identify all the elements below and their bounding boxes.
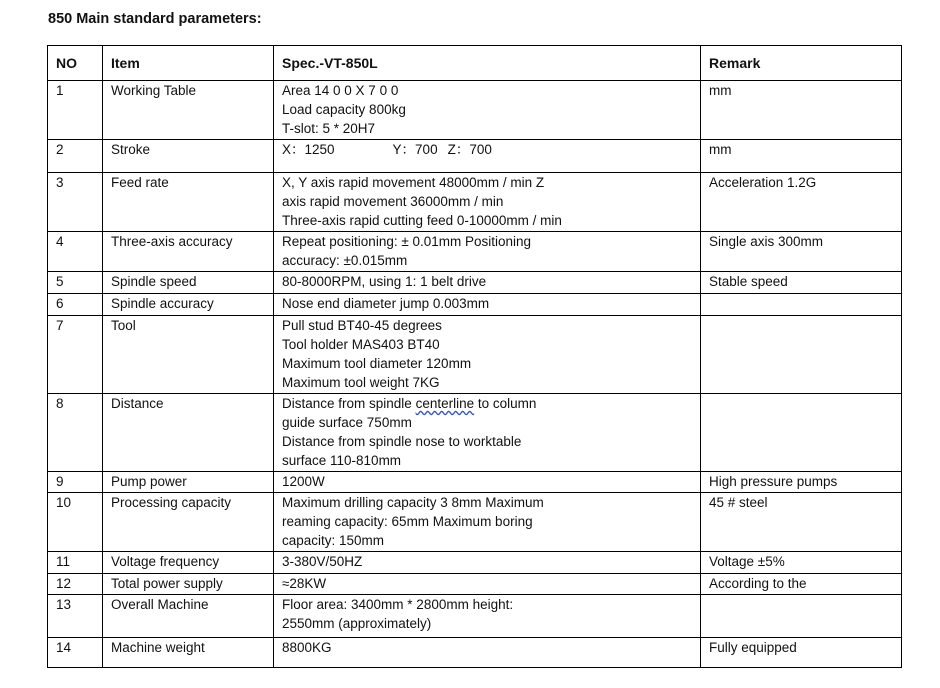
row-spec [274, 552, 701, 574]
spec-text: to column [474, 396, 537, 411]
spec-line: 80-8000RPM, using 1: 1 belt drive [282, 274, 487, 289]
row-remark: mm [701, 81, 902, 140]
table-row [48, 394, 902, 472]
row-no: 7 [48, 316, 103, 394]
row-no: 11 [48, 552, 103, 574]
row-spec [274, 638, 701, 668]
row-item: Feed rate [103, 173, 274, 232]
row-item: Overall Machine [103, 595, 274, 638]
spec-line [282, 394, 700, 413]
row-no: 5 [48, 272, 103, 294]
spec-line: Nose end diameter jump 0.003mm [282, 296, 490, 311]
table-header-row [48, 46, 902, 81]
table-row [48, 595, 902, 638]
spec-line: axis rapid movement 36000mm / min [282, 194, 504, 209]
header-item: Item [103, 46, 274, 81]
stroke-y: Y：700 [392, 142, 438, 157]
row-item: Distance [103, 394, 274, 472]
row-no: 8 [48, 394, 103, 472]
row-remark: Voltage ±5% [701, 552, 902, 574]
row-remark [701, 316, 902, 394]
row-item: Stroke [103, 140, 274, 173]
spec-line: Tool holder MAS403 BT40 [282, 337, 440, 352]
table-row [48, 552, 902, 574]
row-spec [274, 493, 701, 552]
row-remark: Stable speed [701, 272, 902, 294]
row-spec [274, 574, 701, 595]
spec-line [282, 140, 700, 159]
row-remark [701, 394, 902, 472]
table-row [48, 140, 902, 173]
row-remark: Single axis 300mm [701, 232, 902, 272]
row-spec [274, 232, 701, 272]
table-row [48, 81, 902, 140]
spec-line: Pull stud BT40-45 degrees [282, 318, 442, 333]
row-spec [274, 595, 701, 638]
document-title: 850 Main standard parameters: [48, 11, 262, 27]
table-row [48, 173, 902, 232]
table-row [48, 493, 902, 552]
spec-line: Area 14 0 0 X 7 0 0 [282, 83, 399, 98]
row-item: Processing capacity [103, 493, 274, 552]
parameters-table [47, 45, 902, 668]
row-no: 2 [48, 140, 103, 173]
spec-line: Three-axis rapid cutting feed 0-10000mm / min [282, 213, 562, 228]
row-remark: Fully equipped [701, 638, 902, 668]
spec-line: X, Y axis rapid movement 48000mm / min Z [282, 175, 545, 190]
spec-line: surface 110-810mm [282, 453, 402, 468]
row-item: Total power supply [103, 574, 274, 595]
row-spec [274, 272, 701, 294]
spec-line: Repeat positioning: ± 0.01mm Positioning [282, 234, 532, 249]
row-item: Pump power [103, 472, 274, 493]
spec-line: accuracy: ±0.015mm [282, 253, 408, 268]
row-no: 9 [48, 472, 103, 493]
row-no: 10 [48, 493, 103, 552]
row-remark: 45 # steel [701, 493, 902, 552]
row-remark: mm [701, 140, 902, 173]
spec-line: Maximum tool weight 7KG [282, 375, 440, 390]
row-no: 6 [48, 294, 103, 316]
row-no: 1 [48, 81, 103, 140]
spec-line: guide surface 750mm [282, 415, 412, 430]
row-spec [274, 81, 701, 140]
row-item: Machine weight [103, 638, 274, 668]
row-no: 13 [48, 595, 103, 638]
row-remark [701, 294, 902, 316]
table-row [48, 472, 902, 493]
spec-line: capacity: 150mm [282, 533, 385, 548]
row-item: Voltage frequency [103, 552, 274, 574]
row-item: Tool [103, 316, 274, 394]
row-spec [274, 394, 701, 472]
spec-line: Distance from spindle nose to worktable [282, 434, 522, 449]
spec-line: ≈28KW [282, 576, 327, 591]
spec-line: Floor area: 3400mm * 2800mm height: [282, 597, 514, 612]
header-remark: Remark [701, 46, 902, 81]
spec-line: reaming capacity: 65mm Maximum boring [282, 514, 533, 529]
row-spec [274, 472, 701, 493]
spec-line: T-slot: 5 * 20H7 [282, 121, 376, 136]
row-no: 12 [48, 574, 103, 595]
row-item: Spindle speed [103, 272, 274, 294]
table-row [48, 272, 902, 294]
row-remark: According to the [701, 574, 902, 595]
spec-line: 8800KG [282, 640, 332, 655]
spellcheck-word: centerline [415, 396, 475, 411]
table-row [48, 574, 902, 595]
row-remark: Acceleration 1.2G [701, 173, 902, 232]
header-no: NO [48, 46, 103, 81]
spec-line: Maximum tool diameter 120mm [282, 356, 472, 371]
spec-line: Load capacity 800kg [282, 102, 406, 117]
spec-line: Maximum drilling capacity 3 8mm Maximum [282, 495, 544, 510]
row-item: Three-axis accuracy [103, 232, 274, 272]
spec-text: Distance from spindle [282, 396, 416, 411]
spec-line: 3-380V/50HZ [282, 554, 363, 569]
row-spec [274, 140, 701, 173]
table-row [48, 638, 902, 668]
header-spec: Spec.-VT-850L [274, 46, 701, 81]
row-no: 3 [48, 173, 103, 232]
row-spec [274, 294, 701, 316]
row-item: Spindle accuracy [103, 294, 274, 316]
row-item: Working Table [103, 81, 274, 140]
row-no: 14 [48, 638, 103, 668]
table-row [48, 316, 902, 394]
table-row [48, 232, 902, 272]
spec-line: 2550mm (approximately) [282, 616, 432, 631]
spec-line: 1200W [282, 474, 325, 489]
row-spec [274, 173, 701, 232]
stroke-z: Z：700 [447, 142, 492, 157]
row-no: 4 [48, 232, 103, 272]
stroke-x: X：1250 [282, 142, 335, 157]
table-row [48, 294, 902, 316]
row-remark: High pressure pumps [701, 472, 902, 493]
row-remark [701, 595, 902, 638]
row-spec [274, 316, 701, 394]
